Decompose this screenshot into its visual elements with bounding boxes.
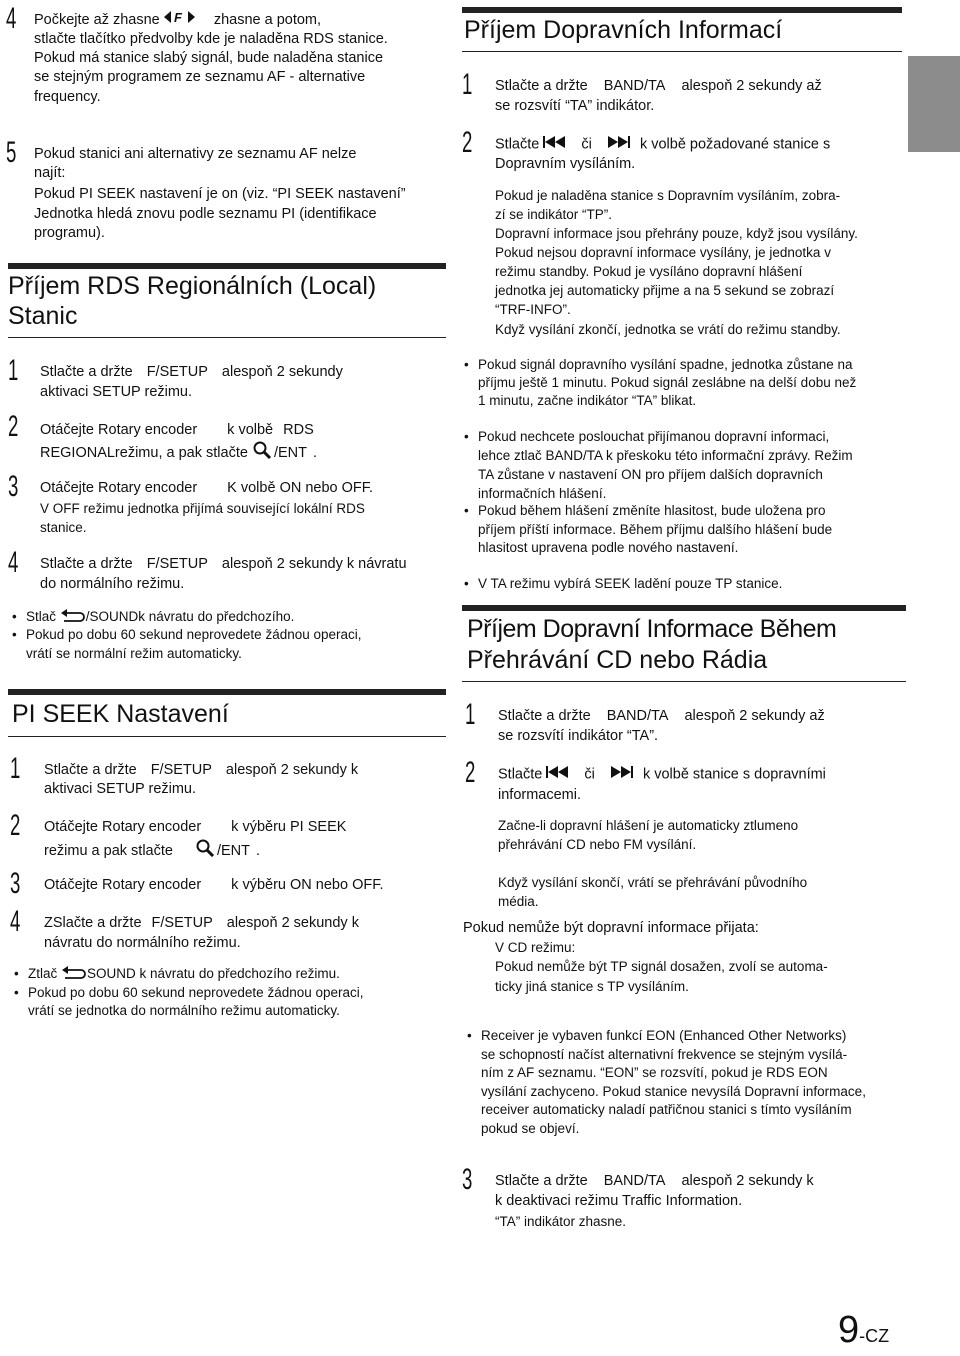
text-part: Otáčejte: [44, 877, 98, 893]
paragraph-line: média.: [498, 894, 539, 909]
section-title: Přehrávání CD nebo Rádia: [467, 646, 768, 674]
section-bottom-rule: [8, 337, 446, 338]
paragraph-line: zí se indikátor “TP”.: [495, 207, 613, 222]
section-title: Příjem Dopravní Informace Během: [467, 615, 837, 643]
text-part: Rotary encoder: [98, 422, 198, 438]
bullet-item: • Receiver je vybaven funkcí EON (Enhanced Other Networks): [481, 1026, 846, 1045]
text-part: Otáčejte: [40, 422, 94, 438]
bullet-item-cont: vrátí se normální režim automaticky.: [26, 646, 242, 661]
text-part: Stlačte a držte: [495, 78, 588, 94]
text-part: alespoň 2 sekundy k návratu: [221, 556, 407, 572]
text-part: F/SETUP: [146, 364, 208, 380]
step-text: V OFF režimu jednotka přijímá související lokální RDS: [40, 501, 365, 516]
step-text: Dopravním vysíláním.: [495, 156, 636, 172]
back-arrow-icon: [61, 965, 87, 984]
step-number: 1: [465, 698, 476, 731]
step-text: stlačte tlačítko předvolby kde je naladěna RDS stanice.: [34, 31, 388, 47]
paragraph-line: přehrávání CD nebo FM vysílání.: [498, 837, 697, 852]
next-track-icon: [609, 765, 639, 785]
text-part: Rotary encoder: [102, 877, 202, 893]
bullet-item-cont: ním z AF seznamu. “EON” se rozsvítí, pokud je RDS EON: [481, 1065, 828, 1080]
text-part: Rotary encoder: [102, 819, 202, 835]
text-part: alespoň 2 sekundy k: [226, 915, 359, 931]
bullet-item: [28, 964, 340, 984]
bullet-item-cont: lehce ztlač BAND/TA k přeskoku této informační zprávy. Režim: [478, 448, 853, 463]
step-number: 4: [6, 2, 17, 35]
text-part: BAND/TA: [603, 1173, 666, 1189]
step-text: aktivaci SETUP režimu.: [44, 781, 197, 797]
step-text: [495, 135, 830, 155]
text-part: Počkejte až zhasne: [34, 12, 160, 29]
next-track-icon: [606, 135, 636, 155]
text-part: alespoň 2 sekundy k: [681, 1173, 814, 1189]
paragraph-line: Pokud nemůže být dopravní informace přijata:: [463, 920, 759, 936]
step-text: Pokud stanici ani alternativy ze seznamu AF nelze: [34, 146, 357, 162]
text-part: RDS: [283, 422, 314, 438]
bullet-item-cont: pokud se objeví.: [481, 1121, 580, 1136]
step-text: Pokud má stanice slabý signál, bude naladěna stanice: [34, 50, 384, 66]
text-part: alespoň 2 sekundy až: [684, 708, 825, 724]
paragraph-line: “TRF-INFO”.: [495, 302, 571, 317]
step-number: 3: [10, 867, 21, 900]
step-text: [40, 421, 314, 441]
step-text: [498, 765, 826, 785]
section-bottom-rule: [462, 51, 902, 52]
text-part: alespoň 2 sekundy až: [681, 78, 822, 94]
section-top-rule: [462, 605, 906, 611]
text-part: REGIONALrežimu, a pak stlačte: [40, 445, 248, 462]
bullet-item: • Pokud po dobu 60 sekund neprovedete žádnou operaci,: [26, 625, 362, 644]
section-title: Stanic: [8, 302, 78, 330]
text-part: BAND/TA: [606, 708, 669, 724]
step-text: [40, 363, 343, 383]
step-text: najít:: [34, 165, 66, 181]
svg-text:F: F: [173, 10, 182, 24]
step-text: se rozsvítí indikátor “TA”.: [498, 728, 659, 744]
step-number: 4: [10, 905, 21, 938]
text-part: /SOUNDk návratu do předchozího.: [85, 609, 295, 624]
paragraph-line: Když vysílání zkončí, jednotka se vrátí do režimu standby.: [495, 322, 841, 337]
text-part: ZSlačte a držte: [44, 915, 142, 931]
section-title: Příjem RDS Regionálních (Local): [8, 272, 377, 300]
section-top-rule: [8, 263, 446, 269]
paragraph-line: jednotka jej automaticky přijme a na 5 sekund se zobrazí: [495, 283, 835, 298]
bullet-item-cont: informačních hlášení.: [478, 486, 607, 501]
text-part: SOUND k návratu do předchozího režimu.: [87, 966, 340, 981]
text-part: Stlačte a držte: [495, 1173, 588, 1189]
step-text: programu).: [34, 225, 105, 241]
page-edge-tab: [908, 56, 960, 152]
step-text: aktivaci SETUP režimu.: [40, 384, 193, 400]
step-text: návratu do normálního režimu.: [44, 935, 241, 951]
step-text: se rozsvítí “TA” indikátor.: [495, 98, 655, 114]
bullet-item: [26, 607, 294, 627]
step-text: [40, 555, 407, 575]
step-number: 1: [10, 752, 21, 785]
bullet-item-cont: 1 minutu, začne indikátor “TA” blikat.: [478, 393, 697, 408]
step-text: informacemi.: [498, 787, 581, 803]
step-number: 3: [8, 470, 19, 503]
text-part: F/SETUP: [151, 915, 213, 931]
step-text: do normálního režimu.: [40, 576, 185, 592]
text-part: či: [581, 136, 592, 153]
text-part: F/SETUP: [150, 762, 212, 778]
step-text: [44, 761, 358, 781]
step-text: stanice.: [40, 520, 87, 535]
search-icon: [195, 839, 217, 864]
text-part: Stlačte a držte: [44, 762, 137, 778]
section-top-rule: [462, 7, 902, 13]
step-text: [495, 77, 822, 97]
bullet-item: • V TA režimu vybírá SEEK ladění pouze TP stanice.: [478, 574, 782, 593]
text-part: zhasne a potom,: [213, 12, 322, 29]
paragraph-line: Začne-li dopravní hlášení je automaticky ztlumeno: [498, 818, 799, 833]
page-number-value: 9: [838, 1309, 860, 1351]
bullet-item: • Pokud nechcete poslouchat přijímanou dopravní informaci,: [478, 427, 829, 446]
paragraph-line: Pokud nemůže být TP signál dosažen, zvolí se automa-: [495, 959, 828, 974]
section-top-rule: [8, 689, 446, 695]
step-number: 2: [8, 410, 19, 443]
step-number: 4: [8, 546, 19, 579]
text-part: F/SETUP: [146, 556, 208, 572]
bullet-item-cont: receiver automaticky naladí patřičnou stanici s tímto vysíláním: [481, 1102, 852, 1117]
bullet-item: • Pokud po dobu 60 sekund neprovedete žádnou operaci,: [28, 983, 364, 1002]
text-part: Stlač: [26, 609, 57, 624]
paragraph-line: Pokud nejsou dopravní informace vysílány, je jednotka v: [495, 245, 831, 260]
bullet-item: • Pokud signál dopravního vysílání spadne, jednotka zůstane na: [478, 355, 853, 374]
step-text: [495, 1172, 814, 1192]
bullet-item: • Pokud během hlášení změníte hlasitost, bude uložena pro: [478, 501, 825, 520]
bullet-item-cont: se schopností načíst alternativní frekvence se stejným vysílá-: [481, 1047, 848, 1062]
text-part: k volbě požadované stanice s: [639, 136, 831, 153]
step-text: Jednotka hledá znovu podle seznamu PI (identifikace: [34, 206, 377, 222]
step-number: 1: [8, 354, 19, 387]
text-part: .: [312, 445, 318, 462]
text-part: Otáčejte: [44, 819, 98, 835]
bullet-item-cont: TA zůstane v nastavení ON pro příjem dalších dopravních: [478, 467, 823, 482]
text-part: Stlačte: [498, 766, 543, 783]
step-text: Pokud PI SEEK nastavení je on (viz. “PI SEEK nastavení”: [34, 186, 406, 202]
text-part: BAND/TA: [603, 78, 666, 94]
paragraph-line: Dopravní informace jsou přehrány pouze, když jsou vysílány.: [495, 226, 858, 241]
text-part: K volbě ON nebo OFF.: [227, 480, 374, 496]
step-text: [498, 707, 825, 727]
step-number: 3: [462, 1163, 473, 1196]
paragraph-line: Pokud je naladěna stanice s Dopravním vysíláním, zobra-: [495, 188, 841, 203]
text-part: Stlačte a držte: [498, 708, 591, 724]
section-bottom-rule: [462, 681, 906, 682]
step-text: [44, 914, 359, 934]
step-text: [44, 876, 383, 896]
bullet-item-cont: hlasitost upravena podle nového nastavení.: [478, 540, 739, 555]
paragraph-line: ticky jiná stanice s TP vysíláním.: [495, 979, 689, 994]
step-text: [34, 10, 321, 31]
bullet-item-cont: vrátí se jednotka do normálního režimu automaticky.: [28, 1003, 340, 1018]
text-part: /ENT: [273, 445, 307, 462]
bullet-item-cont: příjem příští informace. Během příjmu dalšího hlášení bude: [478, 522, 833, 537]
text-part: režimu a pak stlačte: [44, 843, 173, 860]
step-number: 1: [462, 68, 473, 101]
section-bottom-rule: [8, 736, 446, 737]
text-part: alespoň 2 sekundy: [221, 364, 343, 380]
step-text: frequency.: [34, 89, 101, 105]
text-part: k volbě stanice s dopravními: [642, 766, 826, 783]
text-part: k výběru ON nebo OFF.: [231, 877, 384, 893]
section-title: PI SEEK Nastavení: [12, 700, 229, 728]
text-part: či: [584, 766, 595, 783]
text-part: .: [256, 843, 261, 860]
search-icon: [252, 441, 274, 466]
previous-track-icon: [546, 765, 574, 785]
previous-track-icon: [543, 135, 571, 155]
step-text: [44, 818, 346, 838]
step-text: “TA” indikátor zhasne.: [495, 1214, 627, 1229]
section-title: Příjem Dopravních Informací: [464, 16, 783, 44]
step-text: se stejným programem ze seznamu AF - alternative: [34, 69, 366, 85]
step-number: 2: [462, 126, 473, 159]
paragraph-line: Když vysílání skončí, vrátí se přehrávání původního: [498, 875, 808, 890]
text-part: Ztlač: [28, 966, 58, 981]
text-part: /ENT: [216, 843, 251, 860]
text-part: Rotary encoder: [98, 480, 198, 496]
text-part: Stlačte a držte: [40, 364, 133, 380]
step-number: 5: [6, 136, 17, 169]
bullet-item-cont: příjmu ještě 1 minutu. Pokud signál zeslábne na delší dobu než: [478, 375, 857, 390]
text-part: alespoň 2 sekundy k: [225, 762, 359, 778]
step-text: k deaktivaci režimu Traffic Information.: [495, 1193, 743, 1209]
text-part: k volbě: [227, 422, 274, 438]
text-part: Otáčejte: [40, 480, 94, 496]
step-number: 2: [465, 756, 476, 789]
paragraph-line: V CD režimu:: [495, 940, 576, 955]
text-part: k výběru PI SEEK: [231, 819, 347, 835]
paragraph-line: režimu standby. Pokud je vysíláno dopravní hlášení: [495, 264, 803, 279]
page-number-suffix: -CZ: [859, 1326, 890, 1346]
step-text: [40, 479, 373, 499]
step-text: [44, 839, 260, 864]
text-part: Stlačte: [495, 136, 540, 153]
page-number: [838, 1310, 889, 1356]
step-number: 2: [10, 809, 21, 842]
bullet-item-cont: vysílání zachyceno. Pokud stanice nevysílá Dopravní informace,: [481, 1084, 866, 1099]
text-part: Stlačte a držte: [40, 556, 133, 572]
step-text: [40, 441, 317, 466]
f-arrows-icon: [164, 10, 210, 31]
